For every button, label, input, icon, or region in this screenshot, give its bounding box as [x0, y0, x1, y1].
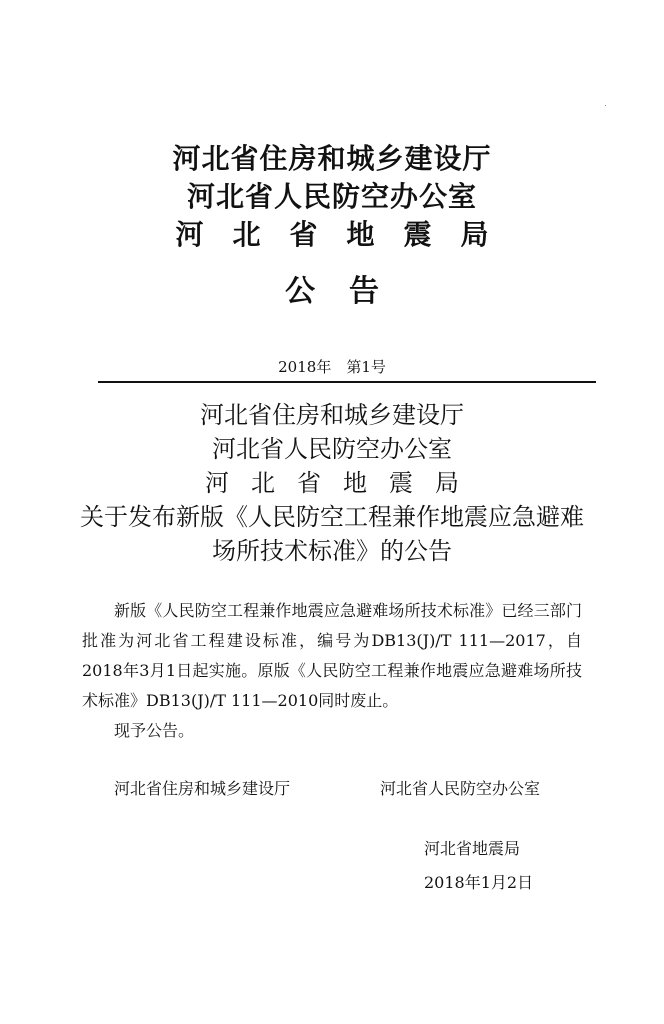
signature-date: 2018年1月2日 — [424, 873, 534, 892]
notice-heading: 公告 — [285, 274, 413, 309]
document-number: 2018年 第1号 — [278, 358, 386, 376]
title-subject-line-2: 场所技术标准》的公告 — [212, 537, 452, 565]
scan-speck — [605, 105, 606, 106]
body-paragraph-1: 新版《人民防空工程兼作地震应急避难场所技术标准》已经三部门批准为河北省工程建设标准，编号为DB13(J)/T 111—2017，自2018年3月1日起实施。原版《人民防空工程兼作地震应急避难场所技术标准》DB13(J)/T 111—2010同时废止。 — [82, 601, 582, 710]
title-issuer-2: 河北省人民防空办公室 — [212, 435, 452, 463]
signature-housing-dept: 河北省住房和城乡建设厅 — [114, 779, 291, 798]
issuer-line-1: 河北省住房和城乡建设厅 — [172, 142, 492, 175]
title-issuer-1: 河北省住房和城乡建设厅 — [200, 401, 464, 429]
signature-civil-air-defense: 河北省人民防空办公室 — [380, 779, 541, 798]
notice-body — [82, 596, 582, 746]
issuer-header — [0, 140, 664, 254]
issuer-line-3: 河北省地震局 — [175, 218, 518, 251]
signature-earthquake-bureau: 河北省地震局 — [424, 839, 521, 858]
title-subject-line-1: 关于发布新版《人民防空工程兼作地震应急避难 — [80, 503, 584, 531]
title-issuer-3: 河北省地震局 — [205, 469, 481, 497]
body-paragraph-2: 现予公告。 — [114, 721, 195, 740]
notice-title — [0, 398, 664, 568]
issuer-line-2: 河北省人民防空办公室 — [186, 180, 477, 213]
header-rule — [98, 381, 596, 383]
